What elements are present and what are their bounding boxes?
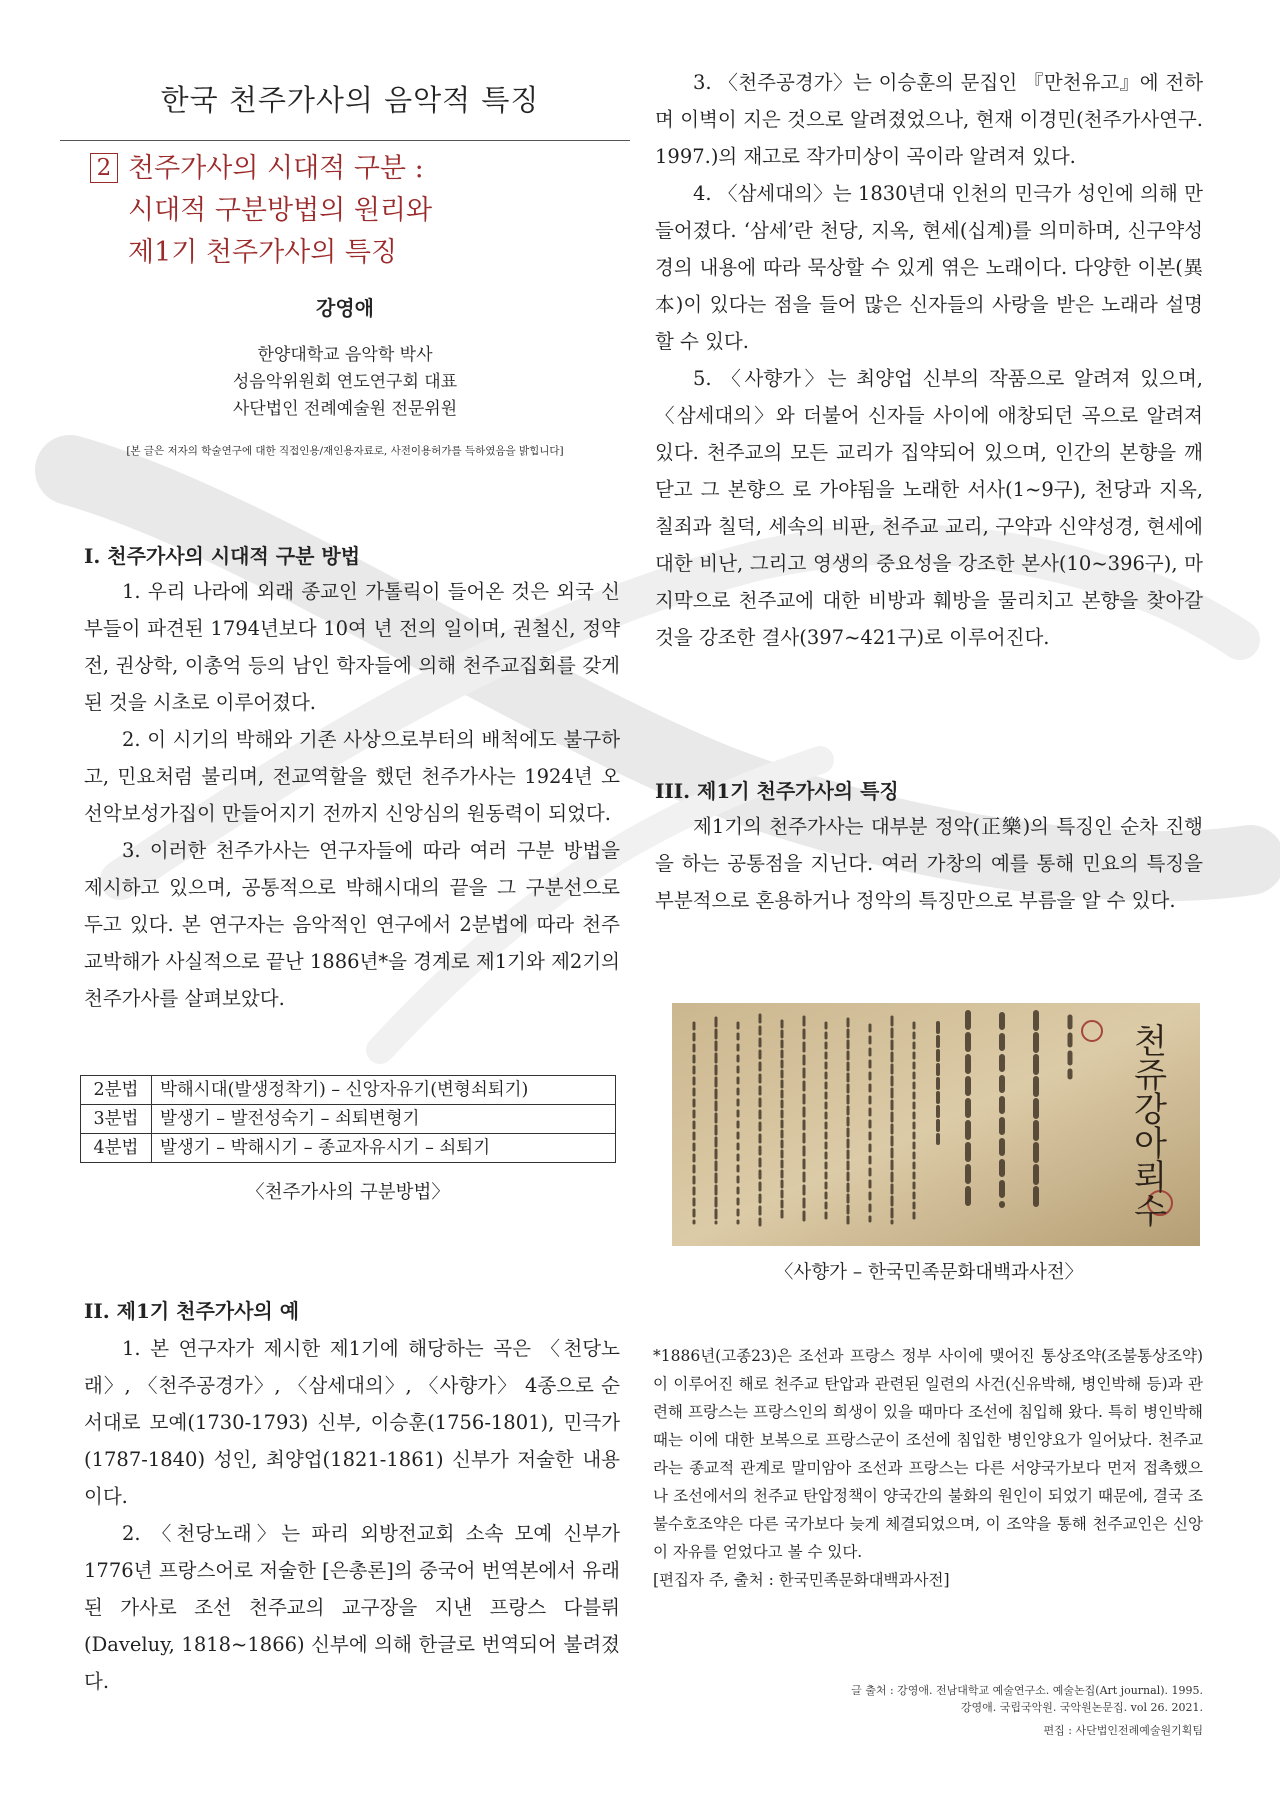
- copyright-notice: [본 글은 저자의 학술연구에 대한 직접인용/재인용자료로, 사전이용허가를 득하였음을 밝힙니다]: [126, 445, 564, 457]
- table-cell-value: 발생기 – 박해시기 – 종교자유시기 – 쇠퇴기: [152, 1134, 616, 1163]
- section-1-paragraph: 2. 이 시기의 박해와 기존 사상으로부터의 배척에도 불구하고, 민요처럼 불리며, 전교역할을 했던 천주가사는 1924년 오선악보성가집이 만들어지기 전까지 신앙심의 원동력이 되었다.: [84, 728, 620, 825]
- manuscript-title: 천쥬강아뢰수: [1127, 1023, 1167, 1227]
- section-number-badge: 2: [90, 153, 118, 183]
- footnote-text: *1886년(고종23)은 조선과 프랑스 정부 사이에 맺어진 통상조약(조불통상조약)이 이루어진 해로 천주교 탄압과 관련된 일련의 사건(신유박해, 병인박해 등)과 관련해 프랑스는 프랑스인의 희생이 있을 때마다 조선에 침입해 왔다. 특히 병인박해 때는 이에 대한 보복으로 프랑스군이 조선에 침입한 병인양요가 일어났다. 천주교라는 종교적 관계로 말미암아 조선과 프랑스는 다른 서양국가보다 먼저 접촉했으나 조선에서의 천주교 탄압정책이 양국간의 불화의 원인이 되었기 때문에, 결국 조불수호조약은 다른 국가보다 늦게 체결되었으며, 이 조약을 통해 천주교인은 신앙이 자유를 얻었다고 볼 수 있다.: [653, 1347, 1203, 1561]
- section-1-paragraph: 3. 이러한 천주가사는 연구자들에 따라 여러 구분 방법을 제시하고 있으며, 공통적으로 박해시대의 끝을 그 구분선으로 두고 있다. 본 연구자는 음악적인 연구에서 2분법에 따라 천주교박해가 사실적으로 끝난 1886년*을 경계로 제1기와 제2기의 천주가사를 살펴보았다.: [84, 839, 620, 1010]
- table-cell-value: 박해시대(발생정착기) – 신앙자유기(변형쇠퇴기): [152, 1076, 616, 1105]
- subtitle-line-1: 천주가사의 시대적 구분 :: [128, 153, 424, 184]
- section-2-paragraph: 3. 〈천주공경가〉는 이승훈의 문집인 『만천유고』에 전하며 이벽이 지은 것으로 알려졌었으나, 현재 이경민(천주가사연구. 1997.)의 재고로 작가미상이 곡이라 알려져 있다.: [655, 71, 1203, 168]
- section-3-paragraph: 제1기의 천주가사는 대부분 정악(正樂)의 특징인 순차 진행을 하는 공통점을 지닌다. 여러 가창의 예를 통해 민요의 특징을 부분적으로 혼용하거나 정악의 특징만으로 부름을 알 수 있다.: [655, 815, 1203, 912]
- section-2-heading: II. 제1기 천주가사의 예: [84, 1299, 300, 1323]
- author-name: 강영애: [316, 296, 374, 320]
- section-2-paragraph: 4. 〈삼세대의〉는 1830년대 인천의 민극가 성인에 의해 만들어졌다. ‘삼세’란 천당, 지옥, 현세(십계)를 의미하며, 신구약성경의 내용에 따라 묵상할 수 있게 엮은 노래이다. 다양한 이본(異本)이 있다는 점을 들어 많은 신자들의 사랑을 받은 노래라 설명할 수 있다.: [655, 182, 1203, 353]
- title-divider: [60, 140, 630, 141]
- page-title: 한국 천주가사의 음악적 특징: [160, 83, 540, 117]
- table-row: [81, 1134, 616, 1163]
- division-method-table-wrap: [80, 1075, 616, 1163]
- table-cell-key: 3분법: [81, 1105, 152, 1134]
- affiliation-2: 성음악위원회 연도연구회 대표: [232, 372, 458, 392]
- editor-credit: 편집 : 사단법인전례예술원기획팀: [1043, 1724, 1203, 1737]
- section-2-paragraph: 2. 〈천당노래〉는 파리 외방전교회 소속 모예 신부가 1776년 프랑스어로 저술한 [은총론]의 중국어 번역본에서 유래된 가사로 조선 천주교의 교구장을 지낸 프랑스 다블뤼(Daveluy, 1818~1866) 신부에 의해 한글로 번역되어 불려졌다.: [84, 1522, 620, 1693]
- subtitle-line-3: 제1기 천주가사의 특징: [128, 237, 398, 268]
- source-line-1: 글 출처 : 강영애. 전남대학교 예술연구소. 예술논집(Art journal). 1995.: [851, 1684, 1203, 1697]
- section-1-heading: I. 천주가사의 시대적 구분 방법: [84, 544, 361, 568]
- table-cell-value: 발생기 – 발전성숙기 – 쇠퇴변형기: [152, 1105, 616, 1134]
- source-credits: [700, 1682, 1203, 1739]
- section-2-continued: [655, 64, 1203, 656]
- table-row: [81, 1076, 616, 1105]
- section-3: [655, 775, 1203, 919]
- subtitle-line-2: 시대적 구분방법의 원리와: [128, 195, 433, 226]
- section-2-paragraph: 1. 본 연구자가 제시한 제1기에 해당하는 곡은 〈천당노래〉, 〈천주공경가〉, 〈삼세대의〉, 〈사향가〉 4종으로 순서대로 모예(1730-1793) 신부, 이승훈(1756-1801), 민극가(1787-1840) 성인, 최양업(1821-1861) 신부가 저술한 내용이다.: [84, 1337, 620, 1508]
- section-2-paragraph: 5. 〈사향가〉는 최양업 신부의 작품으로 알려져 있으며, 〈삼세대의〉와 더불어 신자들 사이에 애창되던 곡으로 알려져 있다. 천주교의 모든 교리가 집약되어 있으며, 인간의 본향을 깨닫고 그 본향으 로 가야됨을 노래한 서사(1~9구), 천당과 지옥, 칠죄과 칠덕, 세속의 비판, 천주교 교리, 구약과 신약성경, 현세에 대한 비난, 그리고 영생의 중요성을 강조한 본사(10~396구), 마지막으로 천주교에 대한 비방과 훼방을 물리치고 본향을 찾아갈 것을 강조한 결사(397~421구)로 이루어진다.: [655, 367, 1203, 649]
- footnote-editor-note: [편집자 주, 출처 : 한국민족문화대백과사전]: [653, 1571, 950, 1589]
- section-3-heading: III. 제1기 천주가사의 특징: [655, 779, 899, 803]
- section-1: [84, 540, 620, 1017]
- section-1-paragraph: 1. 우리 나라에 외래 종교인 가톨릭이 들어온 것은 외국 신부들이 파견된 1794년보다 10여 년 전의 일이며, 권철신, 정약전, 권상학, 이총억 등의 남인 학자들에 의해 천주교집회를 갖게 된 것을 시초로 이루어졌다.: [84, 580, 620, 714]
- manuscript-drawing: [672, 1003, 1200, 1246]
- author-affiliations: [60, 342, 630, 423]
- division-method-table: [80, 1075, 616, 1163]
- table-cell-key: 4분법: [81, 1134, 152, 1163]
- affiliation-3: 사단법인 전례예술원 전문위원: [232, 399, 458, 419]
- section-2: [84, 1295, 620, 1700]
- source-line-2: 강영애. 국립국악원. 국악원논문집. vol 26. 2021.: [960, 1701, 1203, 1714]
- article-subtitle: [90, 148, 630, 274]
- sahyangga-manuscript-image: [672, 1003, 1200, 1246]
- footnote-block: [653, 1342, 1203, 1594]
- table-caption: 〈천주가사의 구분방법〉: [246, 1182, 450, 1203]
- figure-caption: 〈사향가 – 한국민족문화대백과사전〉: [774, 1262, 1084, 1283]
- table-cell-key: 2분법: [81, 1076, 152, 1105]
- table-row: [81, 1105, 616, 1134]
- affiliation-1: 한양대학교 음악학 박사: [257, 345, 433, 365]
